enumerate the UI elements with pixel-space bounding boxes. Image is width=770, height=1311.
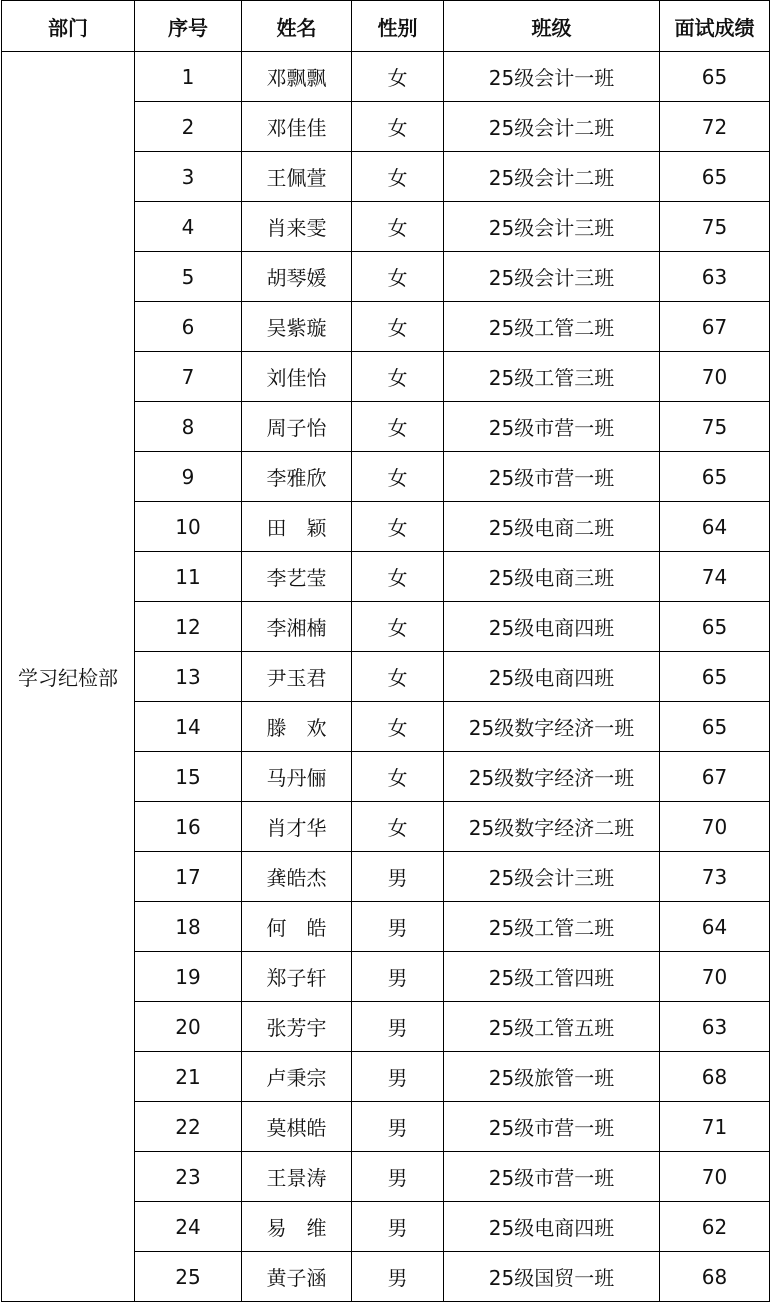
score-cell: 65: [660, 152, 770, 202]
class-cell: 25级市营一班: [444, 1152, 660, 1202]
gender-cell: 女: [352, 452, 444, 502]
number-cell: 8: [135, 402, 242, 452]
gender-cell: 女: [352, 252, 444, 302]
gender-cell: 女: [352, 152, 444, 202]
class-cell: 25级工管四班: [444, 952, 660, 1002]
number-cell: 22: [135, 1102, 242, 1152]
score-cell: 73: [660, 852, 770, 902]
score-cell: 65: [660, 52, 770, 102]
number-cell: 25: [135, 1252, 242, 1302]
name-cell: 卢秉宗: [242, 1052, 352, 1102]
number-cell: 7: [135, 352, 242, 402]
number-cell: 4: [135, 202, 242, 252]
header-gender: 性别: [352, 1, 444, 52]
table-body: [2, 52, 770, 1302]
class-cell: 25级数字经济一班: [444, 752, 660, 802]
name-cell: 肖来雯: [242, 202, 352, 252]
class-cell: 25级会计二班: [444, 152, 660, 202]
gender-cell: 女: [352, 702, 444, 752]
name-cell: 邓飘飘: [242, 52, 352, 102]
number-cell: 20: [135, 1002, 242, 1052]
interview-results-table: [1, 0, 770, 1302]
gender-cell: 男: [352, 902, 444, 952]
name-cell: 刘佳怡: [242, 352, 352, 402]
gender-cell: 男: [352, 852, 444, 902]
number-cell: 13: [135, 652, 242, 702]
name-cell: 郑子轩: [242, 952, 352, 1002]
name-cell: 胡琴媛: [242, 252, 352, 302]
name-cell: 尹玉君: [242, 652, 352, 702]
name-cell: 肖才华: [242, 802, 352, 852]
name-cell: 莫棋皓: [242, 1102, 352, 1152]
class-cell: 25级工管三班: [444, 352, 660, 402]
gender-cell: 男: [352, 1002, 444, 1052]
class-cell: 25级旅管一班: [444, 1052, 660, 1102]
name-cell: 周子怡: [242, 402, 352, 452]
number-cell: 17: [135, 852, 242, 902]
number-cell: 9: [135, 452, 242, 502]
gender-cell: 女: [352, 502, 444, 552]
class-cell: 25级会计二班: [444, 102, 660, 152]
number-cell: 1: [135, 52, 242, 102]
header-interview-score: 面试成绩: [660, 1, 770, 52]
class-cell: 25级会计一班: [444, 52, 660, 102]
class-cell: 25级电商三班: [444, 552, 660, 602]
gender-cell: 女: [352, 302, 444, 352]
header-row: [2, 1, 770, 52]
table-row: [2, 52, 770, 102]
class-cell: 25级工管二班: [444, 302, 660, 352]
gender-cell: 男: [352, 1202, 444, 1252]
score-cell: 71: [660, 1102, 770, 1152]
number-cell: 24: [135, 1202, 242, 1252]
number-cell: 16: [135, 802, 242, 852]
name-cell: 龚皓杰: [242, 852, 352, 902]
score-cell: 68: [660, 1052, 770, 1102]
number-cell: 3: [135, 152, 242, 202]
class-cell: 25级电商四班: [444, 652, 660, 702]
gender-cell: 女: [352, 652, 444, 702]
score-cell: 74: [660, 552, 770, 602]
name-cell: 田 颖: [242, 502, 352, 552]
class-cell: 25级电商四班: [444, 602, 660, 652]
name-cell: 李湘楠: [242, 602, 352, 652]
score-cell: 63: [660, 1002, 770, 1052]
score-cell: 64: [660, 902, 770, 952]
score-cell: 72: [660, 102, 770, 152]
gender-cell: 女: [352, 52, 444, 102]
name-cell: 王景涛: [242, 1152, 352, 1202]
header-class: 班级: [444, 1, 660, 52]
number-cell: 21: [135, 1052, 242, 1102]
score-cell: 67: [660, 752, 770, 802]
gender-cell: 女: [352, 352, 444, 402]
gender-cell: 女: [352, 402, 444, 452]
class-cell: 25级数字经济二班: [444, 802, 660, 852]
class-cell: 25级会计三班: [444, 852, 660, 902]
number-cell: 19: [135, 952, 242, 1002]
class-cell: 25级电商四班: [444, 1202, 660, 1252]
number-cell: 15: [135, 752, 242, 802]
score-cell: 70: [660, 1152, 770, 1202]
score-cell: 65: [660, 702, 770, 752]
class-cell: 25级市营一班: [444, 452, 660, 502]
score-cell: 67: [660, 302, 770, 352]
number-cell: 12: [135, 602, 242, 652]
name-cell: 张芳宇: [242, 1002, 352, 1052]
score-cell: 62: [660, 1202, 770, 1252]
score-cell: 65: [660, 602, 770, 652]
gender-cell: 男: [352, 952, 444, 1002]
header-number: 序号: [135, 1, 242, 52]
gender-cell: 女: [352, 552, 444, 602]
name-cell: 滕 欢: [242, 702, 352, 752]
score-cell: 65: [660, 652, 770, 702]
score-cell: 63: [660, 252, 770, 302]
header-department: 部门: [2, 1, 135, 52]
department-cell: 学习纪检部: [2, 52, 135, 1302]
class-cell: 25级会计三班: [444, 252, 660, 302]
gender-cell: 女: [352, 802, 444, 852]
name-cell: 王佩萱: [242, 152, 352, 202]
gender-cell: 女: [352, 202, 444, 252]
name-cell: 李艺莹: [242, 552, 352, 602]
class-cell: 25级工管二班: [444, 902, 660, 952]
score-cell: 68: [660, 1252, 770, 1302]
name-cell: 邓佳佳: [242, 102, 352, 152]
gender-cell: 女: [352, 752, 444, 802]
gender-cell: 女: [352, 102, 444, 152]
class-cell: 25级电商二班: [444, 502, 660, 552]
score-cell: 70: [660, 802, 770, 852]
name-cell: 黄子涵: [242, 1252, 352, 1302]
gender-cell: 女: [352, 602, 444, 652]
number-cell: 6: [135, 302, 242, 352]
header-name: 姓名: [242, 1, 352, 52]
number-cell: 14: [135, 702, 242, 752]
number-cell: 11: [135, 552, 242, 602]
gender-cell: 男: [352, 1102, 444, 1152]
gender-cell: 男: [352, 1152, 444, 1202]
class-cell: 25级工管五班: [444, 1002, 660, 1052]
name-cell: 何 皓: [242, 902, 352, 952]
score-cell: 70: [660, 952, 770, 1002]
class-cell: 25级国贸一班: [444, 1252, 660, 1302]
name-cell: 马丹俪: [242, 752, 352, 802]
number-cell: 2: [135, 102, 242, 152]
class-cell: 25级市营一班: [444, 402, 660, 452]
gender-cell: 男: [352, 1052, 444, 1102]
number-cell: 10: [135, 502, 242, 552]
class-cell: 25级会计三班: [444, 202, 660, 252]
score-cell: 64: [660, 502, 770, 552]
name-cell: 易 维: [242, 1202, 352, 1252]
name-cell: 李雅欣: [242, 452, 352, 502]
gender-cell: 男: [352, 1252, 444, 1302]
score-cell: 75: [660, 202, 770, 252]
score-cell: 65: [660, 452, 770, 502]
number-cell: 18: [135, 902, 242, 952]
name-cell: 吴紫璇: [242, 302, 352, 352]
number-cell: 23: [135, 1152, 242, 1202]
score-cell: 70: [660, 352, 770, 402]
number-cell: 5: [135, 252, 242, 302]
class-cell: 25级数字经济一班: [444, 702, 660, 752]
class-cell: 25级市营一班: [444, 1102, 660, 1152]
score-cell: 75: [660, 402, 770, 452]
